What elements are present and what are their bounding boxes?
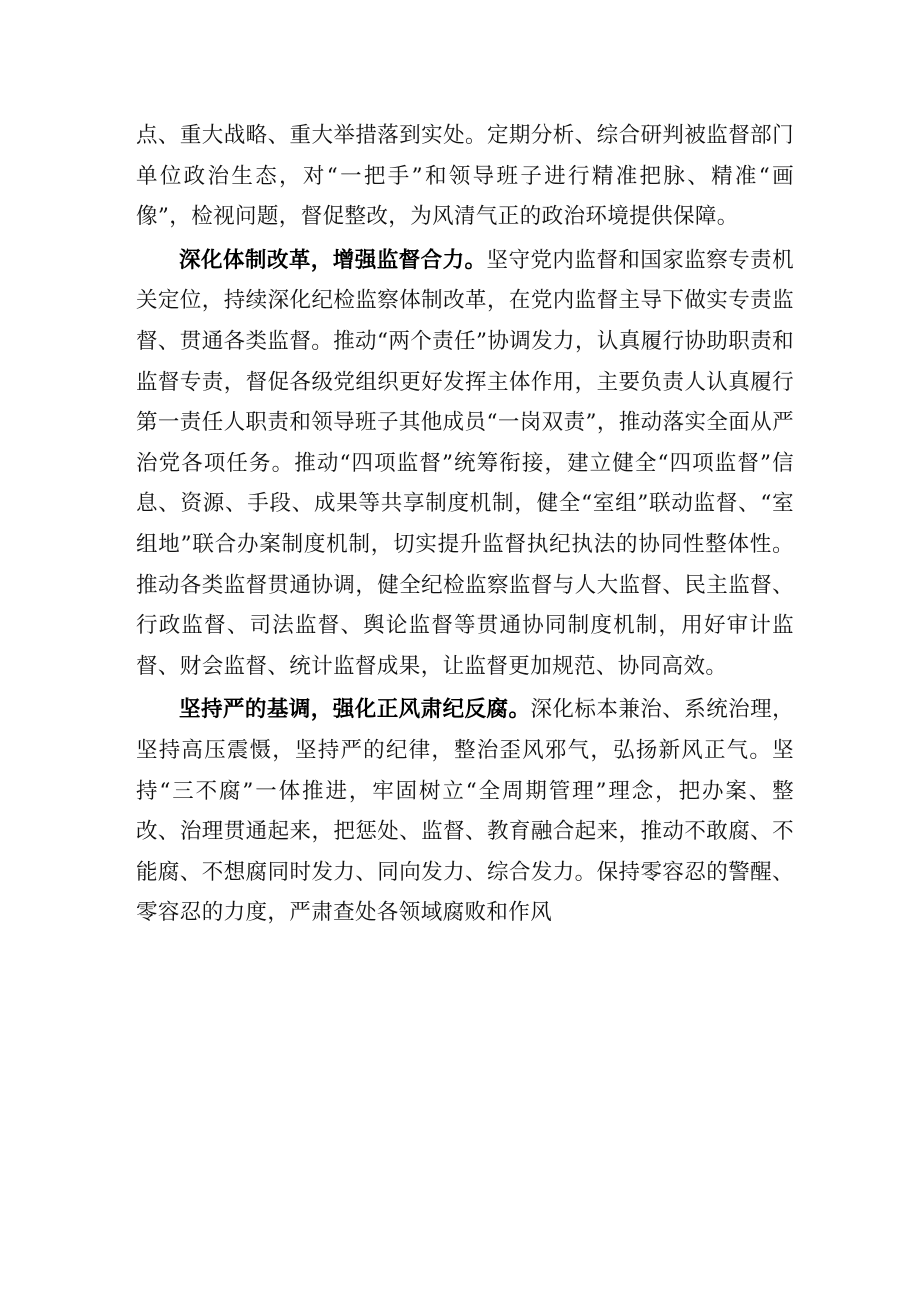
paragraph-heading: 深化体制改革，增强监督合力。 [179,247,487,273]
paragraph-text: 坚守党内监督和国家监察专责机关定位，持续深化纪检监察体制改革，在党内监督主导下做实专责监督、贯通各类监督。推动“两个责任”协调发力，认真履行协助职责和监督专责，督促各级党组织更好发挥主体作用，主要负责人认真履行第一责任人职责和领导班子其他成员“一岗双责”，推动落实全面从严治党各项任务。推动“四项监督”统筹衔接，建立健全“四项监督”信息、资源、手段、成果等共享制度机制，健全“室组”联动监督、“室组地”联合办案制度机制，切实提升监督执纪执法的协同性整体性。推动各类监督贯通协调，健全纪检监察监督与人大监督、民主监督、行政监督、司法监督、舆论监督等贯通协同制度机制，用好审计监督、财会监督、统计监督成果，让监督更加规范、协同高效。 [136,247,794,679]
paragraph-continued [136,116,794,238]
document-body [136,116,794,934]
paragraph-text: 深化标本兼治、系统治理，坚持高压震慑，坚持严的纪律，整治歪风邪气，弘扬新风正气。坚持“三不腐”一体推进，牢固树立“全周期管理”理念，把办案、整改、治理贯通起来，把惩处、监督、教育融合起来，推动不敢腐、不能腐、不想腐同时发力、同向发力、综合发力。保持零容忍的警醒、零容忍的力度，严肃查处各领域腐败和作风 [136,697,794,926]
paragraph-reform [136,241,794,688]
paragraph-discipline [136,690,794,934]
paragraph-text: 点、重大战略、重大举措落到实处。定期分析、综合研判被监督部门单位政治生态，对“一把手”和领导班子进行精准把脉、精准“画像”，检视问题，督促整改，为风清气正的政治环境提供保障。 [136,123,794,230]
paragraph-heading: 坚持严的基调，强化正风肃纪反腐。 [179,697,531,723]
